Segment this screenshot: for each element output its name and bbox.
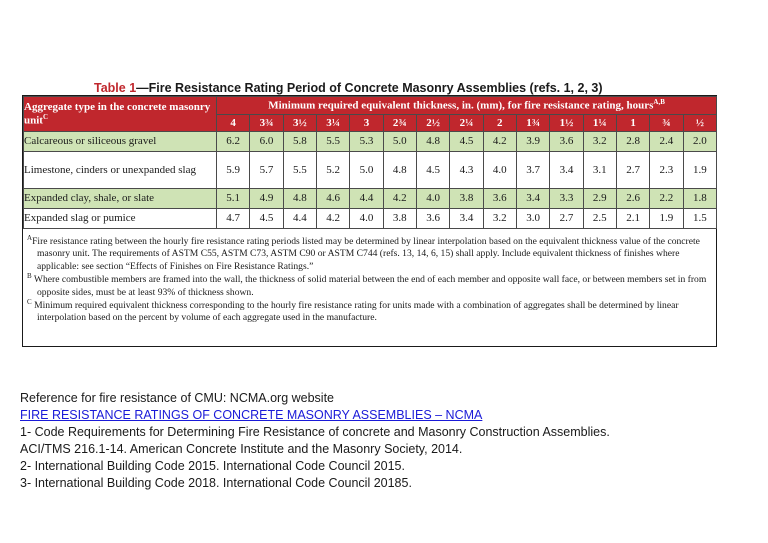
thickness-cell: 2.9 xyxy=(583,189,616,209)
thickness-cell: 3.1 xyxy=(583,152,616,189)
thickness-cell: 4.4 xyxy=(283,209,316,229)
thickness-cell: 4.0 xyxy=(350,209,383,229)
thickness-cell: 3.0 xyxy=(516,209,549,229)
reference-2: 2- International Building Code 2015. International Code Council 2015. xyxy=(20,459,405,473)
ncma-link[interactable]: FIRE RESISTANCE RATINGS OF CONCRETE MASONRY ASSEMBLIES – NCMA xyxy=(20,408,483,422)
thickness-cell: 5.3 xyxy=(350,132,383,152)
thickness-cell: 1.9 xyxy=(683,152,717,189)
thickness-cell: 4.5 xyxy=(416,152,449,189)
thickness-cell: 3.4 xyxy=(516,189,549,209)
thickness-cell: 1.8 xyxy=(683,189,717,209)
thickness-cell: 3.4 xyxy=(450,209,483,229)
thickness-cell: 4.2 xyxy=(316,209,349,229)
table-row xyxy=(24,132,717,152)
table-row xyxy=(24,209,717,229)
hours-header: 4 xyxy=(217,115,250,132)
thickness-cell: 3.8 xyxy=(383,209,416,229)
row-label: Expanded clay, shale, or slate xyxy=(24,189,217,209)
thickness-cell: 1.5 xyxy=(683,209,717,229)
table-caption xyxy=(94,81,694,95)
thickness-cell: 2.0 xyxy=(683,132,717,152)
thickness-cell: 4.2 xyxy=(483,132,516,152)
thickness-cell: 3.7 xyxy=(516,152,549,189)
thickness-cell: 4.8 xyxy=(283,189,316,209)
thickness-cell: 5.9 xyxy=(217,152,250,189)
thickness-cell: 2.5 xyxy=(583,209,616,229)
thickness-cell: 4.4 xyxy=(350,189,383,209)
thickness-cell: 6.2 xyxy=(217,132,250,152)
thickness-cell: 3.3 xyxy=(550,189,583,209)
aggregate-type-header: Aggregate type in the concrete masonry unit$^C$ xyxy=(24,97,217,132)
table-body xyxy=(24,132,717,229)
row-label: Expanded slag or pumice xyxy=(24,209,217,229)
reference-intro: Reference for fire resistance of CMU: NCMA.org website xyxy=(20,391,334,405)
thickness-cell: 2.8 xyxy=(616,132,649,152)
table-footnotes xyxy=(27,233,711,326)
thickness-cell: 4.9 xyxy=(250,189,283,209)
fire-resistance-table xyxy=(23,96,717,229)
hours-header: 2 xyxy=(483,115,516,132)
thickness-cell: 3.4 xyxy=(550,152,583,189)
hours-header: 2¾ xyxy=(383,115,416,132)
reference-1: 1- Code Requirements for Determining Fire Resistance of concrete and Masonry Construction Assemblies. xyxy=(20,425,610,439)
hours-header: ¾ xyxy=(650,115,683,132)
thickness-cell: 3.2 xyxy=(483,209,516,229)
hours-header: 3¼ xyxy=(316,115,349,132)
thickness-cell: 2.1 xyxy=(616,209,649,229)
thickness-cell: 4.6 xyxy=(316,189,349,209)
hours-header: 1½ xyxy=(550,115,583,132)
footnote-c: $^C$ Minimum required equivalent thickness corresponding to the hourly fire resistance rating for units made with a combination of aggregates shall be determined by linear interpolation based on the percent by volume of each aggregate used in the manufacture. xyxy=(27,297,679,324)
hours-header: 2½ xyxy=(416,115,449,132)
thickness-cell: 5.0 xyxy=(350,152,383,189)
thickness-cell: 2.4 xyxy=(650,132,683,152)
thickness-cell: 2.2 xyxy=(650,189,683,209)
thickness-cell: 1.9 xyxy=(650,209,683,229)
hours-header: 1¾ xyxy=(516,115,549,132)
references xyxy=(20,390,740,492)
footnote-b: $^B$ Where combustible members are framed into the wall, the thickness of solid material between the end of each member and opposite wall face, or between members set in from opposite sides, must be at least 93% of thickness shown. xyxy=(27,272,707,298)
hours-header: 2¼ xyxy=(450,115,483,132)
thickness-cell: 4.0 xyxy=(416,189,449,209)
hours-header: 1 xyxy=(616,115,649,132)
thickness-cell: 5.8 xyxy=(283,132,316,152)
thickness-cell: 4.0 xyxy=(483,152,516,189)
footnote-a: $^A$Fire resistance rating between the hourly fire resistance rating periods listed may be determined by linear interpolation based on the equivalent thickness value of the concrete masonry unit. The requirements of ASTM C55, ASTM C73, ASTM C90 or ASTM C744 (refs. 13, 14, 6, 15) shall apply. Include equivalent thickness of finishes where applicable: see section “Effects of Finishes on Fire Resistance Ratings.” xyxy=(27,233,700,272)
thickness-cell: 5.5 xyxy=(316,132,349,152)
thickness-cell: 5.7 xyxy=(250,152,283,189)
thickness-cell: 4.2 xyxy=(383,189,416,209)
thickness-cell: 3.6 xyxy=(550,132,583,152)
thickness-cell: 4.8 xyxy=(383,152,416,189)
table-caption-label: Table 1 xyxy=(94,81,137,95)
thickness-cell: 3.6 xyxy=(483,189,516,209)
min-thickness-header: Minimum required equivalent thickness, in. (mm), for fire resistance rating, hours$^{A,B}$ xyxy=(217,97,717,115)
thickness-cell: 6.0 xyxy=(250,132,283,152)
thickness-cell: 2.3 xyxy=(650,152,683,189)
hours-header: 1¼ xyxy=(583,115,616,132)
thickness-cell: 3.8 xyxy=(450,189,483,209)
fire-resistance-table-box xyxy=(22,95,717,347)
table-row xyxy=(24,152,717,189)
thickness-cell: 3.2 xyxy=(583,132,616,152)
thickness-cell: 5.2 xyxy=(316,152,349,189)
table-caption-title: —Fire Resistance Rating Period of Concrete Masonry Assemblies (refs. 1, 2, 3) xyxy=(136,81,603,95)
thickness-cell: 2.7 xyxy=(616,152,649,189)
thickness-cell: 4.5 xyxy=(250,209,283,229)
thickness-cell: 4.5 xyxy=(450,132,483,152)
thickness-cell: 5.5 xyxy=(283,152,316,189)
thickness-cell: 3.9 xyxy=(516,132,549,152)
hours-header: 3 xyxy=(350,115,383,132)
hours-header: 3¾ xyxy=(250,115,283,132)
table-row xyxy=(24,189,717,209)
thickness-cell: 2.7 xyxy=(550,209,583,229)
thickness-cell: 2.6 xyxy=(616,189,649,209)
thickness-cell: 5.0 xyxy=(383,132,416,152)
thickness-cell: 5.1 xyxy=(217,189,250,209)
row-label: Limestone, cinders or unexpanded slag xyxy=(24,152,217,189)
thickness-cell: 4.3 xyxy=(450,152,483,189)
hours-header: ½ xyxy=(683,115,717,132)
hours-header: 3½ xyxy=(283,115,316,132)
thickness-cell: 4.8 xyxy=(416,132,449,152)
row-label: Calcareous or siliceous gravel xyxy=(24,132,217,152)
reference-1-cont: ACI/TMS 216.1-14. American Concrete Institute and the Masonry Society, 2014. xyxy=(20,442,463,456)
thickness-cell: 4.7 xyxy=(217,209,250,229)
thickness-cell: 3.6 xyxy=(416,209,449,229)
reference-3: 3- International Building Code 2018. International Code Council 20185. xyxy=(20,476,412,490)
